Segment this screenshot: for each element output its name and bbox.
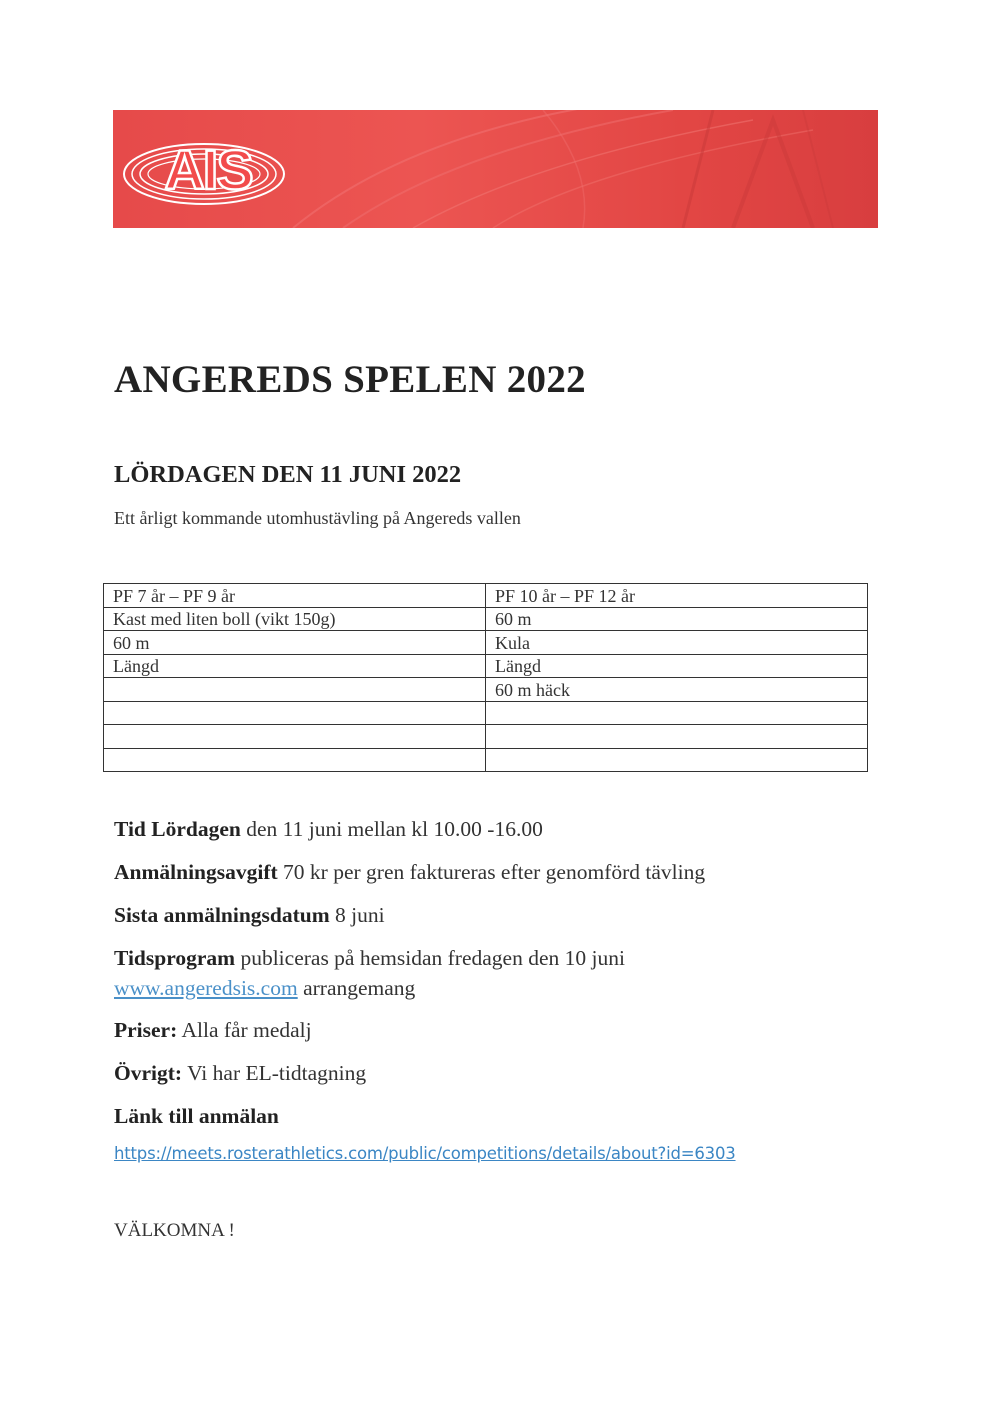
table-cell: Kula [486,631,868,655]
table-cell [104,725,486,749]
other-text: Vi har EL-tidtagning [187,1061,367,1085]
table-cell: 60 m [104,631,486,655]
table-cell [104,748,486,772]
deadline-line [114,900,385,930]
program-text: publiceras på hemsidan fredagen den 10 juni [240,946,625,970]
registration-label: Länk till anmälan [114,1104,279,1128]
table-cell [104,701,486,725]
deadline-text: 8 juni [335,903,385,927]
prizes-label: Priser: [114,1018,178,1042]
table-cell: PF 7 år – PF 9 år [104,584,486,608]
table-cell: PF 10 år – PF 12 år [486,584,868,608]
table-row [104,725,868,749]
table-cell [486,725,868,749]
program-label: Tidsprogram [114,946,236,970]
welcome-text: VÄLKOMNA ! [114,1220,235,1241]
table-row [104,584,868,608]
table-cell [486,701,868,725]
table-cell: Längd [486,654,868,678]
registration-line [114,1101,279,1131]
table-cell: 60 m [486,607,868,631]
website-suffix: arrangemang [303,976,416,1000]
website-line [114,973,415,1003]
events-table [103,583,868,772]
time-label: Tid Lördagen [114,817,241,841]
deadline-label: Sista anmälningsdatum [114,903,330,927]
table-cell: Längd [104,654,486,678]
fee-label: Anmälningsavgift [114,860,278,884]
registration-link[interactable]: https://meets.rosterathletics.com/public/competitions/details/about?id=6303 [114,1144,736,1163]
fee-line [114,857,705,887]
event-date-heading: LÖRDAGEN DEN 11 JUNI 2022 [114,461,462,488]
time-text: den 11 juni mellan kl 10.00 -16.00 [246,817,543,841]
table-row [104,631,868,655]
table-cell: Kast med liten boll (vikt 150g) [104,607,486,631]
table-cell [104,678,486,702]
table-row [104,654,868,678]
table-row [104,678,868,702]
table-row [104,607,868,631]
program-line [114,943,625,973]
website-link[interactable]: www.angeredsis.com [114,976,298,1000]
table-row [104,748,868,772]
other-line [114,1058,366,1088]
table-row [104,701,868,725]
logo: AIS [164,138,252,201]
prizes-line [114,1015,312,1045]
intro-text: Ett årligt kommande utomhustävling på Angereds vallen [114,508,521,528]
time-line [114,814,543,844]
table-cell [486,748,868,772]
page-title: ANGEREDS SPELEN 2022 [114,358,586,401]
table-cell: 60 m häck [486,678,868,702]
prizes-text: Alla får medalj [181,1018,312,1042]
fee-text: 70 kr per gren faktureras efter genomförd tävling [283,860,706,884]
other-label: Övrigt: [114,1061,183,1085]
